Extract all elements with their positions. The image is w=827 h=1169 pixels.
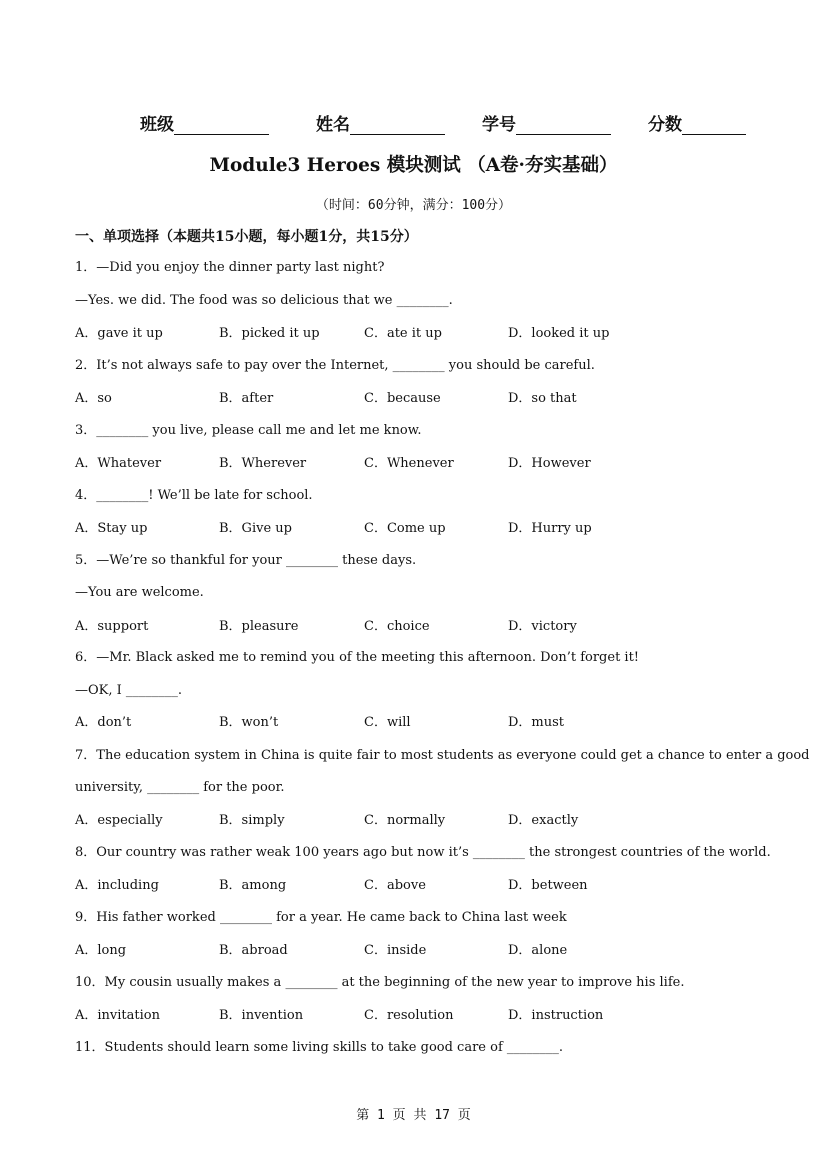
question-1-options bbox=[75, 325, 775, 343]
student-id-field bbox=[482, 110, 611, 135]
question-7-stem-cont: university, ________ for the poor. bbox=[75, 780, 285, 795]
question-1-option-b: B．picked it up bbox=[219, 326, 320, 341]
question-10-option-a: A．invitation bbox=[75, 1008, 160, 1023]
question-5-option-c: C．choice bbox=[364, 619, 430, 634]
name-field bbox=[316, 110, 445, 135]
question-10-option-b: B．invention bbox=[219, 1008, 304, 1023]
question-4-options bbox=[75, 520, 775, 538]
question-5-option-b: B．pleasure bbox=[219, 619, 299, 634]
page-number: 第 1 页 共 17 页 bbox=[356, 1108, 471, 1123]
question-5-option-d: D．victory bbox=[508, 619, 577, 634]
class-blank bbox=[174, 116, 269, 135]
question-7-option-b: B．simply bbox=[219, 813, 285, 828]
student-info-row bbox=[140, 110, 760, 138]
question-9-stem: 9．His father worked ________ for a year. He came back to China last week bbox=[75, 910, 567, 925]
question-10-options bbox=[75, 1007, 775, 1025]
question-2-option-c: C．because bbox=[364, 391, 441, 406]
question-3-option-d: D．However bbox=[508, 456, 591, 471]
question-6-option-c: C．will bbox=[364, 715, 411, 730]
question-6-options bbox=[75, 714, 775, 732]
question-8-option-d: D．between bbox=[508, 878, 588, 893]
question-9-option-b: B．abroad bbox=[219, 943, 288, 958]
question-9-options bbox=[75, 942, 775, 960]
question-1-response: —Yes. we did. The food was so delicious that we ________. bbox=[75, 293, 453, 308]
question-1-option-a: A．gave it up bbox=[75, 326, 163, 341]
question-1-option-d: D．looked it up bbox=[508, 326, 610, 341]
question-10-option-d: D．instruction bbox=[508, 1008, 604, 1023]
question-5-stem: 5．—We’re so thankful for your ________ these days. bbox=[75, 553, 417, 568]
score-label: 分数 bbox=[648, 115, 682, 135]
class-field bbox=[140, 110, 269, 135]
section-heading: 一、单项选择（本题共15小题，每小题1分，共15分） bbox=[75, 229, 418, 245]
class-label: 班级 bbox=[140, 115, 174, 135]
question-4-option-a: A．Stay up bbox=[75, 521, 148, 536]
student-id-label: 学号 bbox=[482, 115, 516, 135]
question-8-option-a: A．including bbox=[75, 878, 159, 893]
question-6-option-d: D．must bbox=[508, 715, 565, 730]
question-1-option-c: C．ate it up bbox=[364, 326, 442, 341]
question-5-option-a: A．support bbox=[75, 619, 149, 634]
student-id-blank bbox=[516, 116, 611, 135]
question-10-option-c: C．resolution bbox=[364, 1008, 454, 1023]
question-4-option-b: B．Give up bbox=[219, 521, 292, 536]
question-7-stem: 7．The education system in China is quite fair to most students as everyone could get a chance to enter a good bbox=[75, 748, 810, 763]
question-10-stem: 10．My cousin usually makes a ________ at the beginning of the new year to improve his life. bbox=[75, 975, 685, 990]
question-3-option-c: C．Whenever bbox=[364, 456, 454, 471]
question-2-option-a: A．so bbox=[75, 391, 112, 406]
question-6-option-b: B．won’t bbox=[219, 715, 279, 730]
question-9-option-d: D．alone bbox=[508, 943, 568, 958]
question-4-option-d: D．Hurry up bbox=[508, 521, 592, 536]
question-9-option-c: C．inside bbox=[364, 943, 427, 958]
question-7-options bbox=[75, 812, 775, 830]
question-9-option-a: A．long bbox=[75, 943, 127, 958]
question-6-response: —OK, I ________. bbox=[75, 683, 183, 698]
question-5-options bbox=[75, 618, 775, 636]
question-4-stem: 4．________! We’ll be late for school. bbox=[75, 488, 313, 503]
question-2-option-b: B．after bbox=[219, 391, 274, 406]
question-11-stem: 11．Students should learn some living skills to take good care of ________. bbox=[75, 1040, 564, 1055]
question-7-option-d: D．exactly bbox=[508, 813, 579, 828]
question-6-option-a: A．don’t bbox=[75, 715, 132, 730]
question-6-stem: 6．—Mr. Black asked me to remind you of the meeting this afternoon. Don’t forget it! bbox=[75, 650, 640, 665]
score-blank bbox=[682, 116, 746, 135]
question-2-options bbox=[75, 390, 775, 408]
question-3-stem: 3．________ you live, please call me and let me know. bbox=[75, 423, 422, 438]
question-8-stem: 8．Our country was rather weak 100 years ago but now it’s ________ the strongest countries of the world. bbox=[75, 845, 771, 860]
name-label: 姓名 bbox=[316, 115, 350, 135]
question-7-option-c: C．normally bbox=[364, 813, 446, 828]
question-3-options bbox=[75, 455, 775, 473]
exam-info: （时间：60分钟，满分：100分） bbox=[315, 198, 512, 213]
question-1-stem: 1．—Did you enjoy the dinner party last night? bbox=[75, 260, 385, 275]
score-field bbox=[648, 110, 746, 135]
question-3-option-a: A．Whatever bbox=[75, 456, 162, 471]
question-5-response: —You are welcome. bbox=[75, 585, 204, 600]
question-3-option-b: B．Wherever bbox=[219, 456, 307, 471]
question-8-option-b: B．among bbox=[219, 878, 287, 893]
question-2-stem: 2．It’s not always safe to pay over the Internet, ________ you should be careful. bbox=[75, 358, 595, 373]
name-blank bbox=[350, 116, 445, 135]
question-2-option-d: D．so that bbox=[508, 391, 577, 406]
page-title: Module3 Heroes 模块测试 （A卷·夯实基础） bbox=[209, 155, 618, 176]
question-7-option-a: A．especially bbox=[75, 813, 163, 828]
question-8-option-c: C．above bbox=[364, 878, 426, 893]
question-8-options bbox=[75, 877, 775, 895]
question-4-option-c: C．Come up bbox=[364, 521, 446, 536]
